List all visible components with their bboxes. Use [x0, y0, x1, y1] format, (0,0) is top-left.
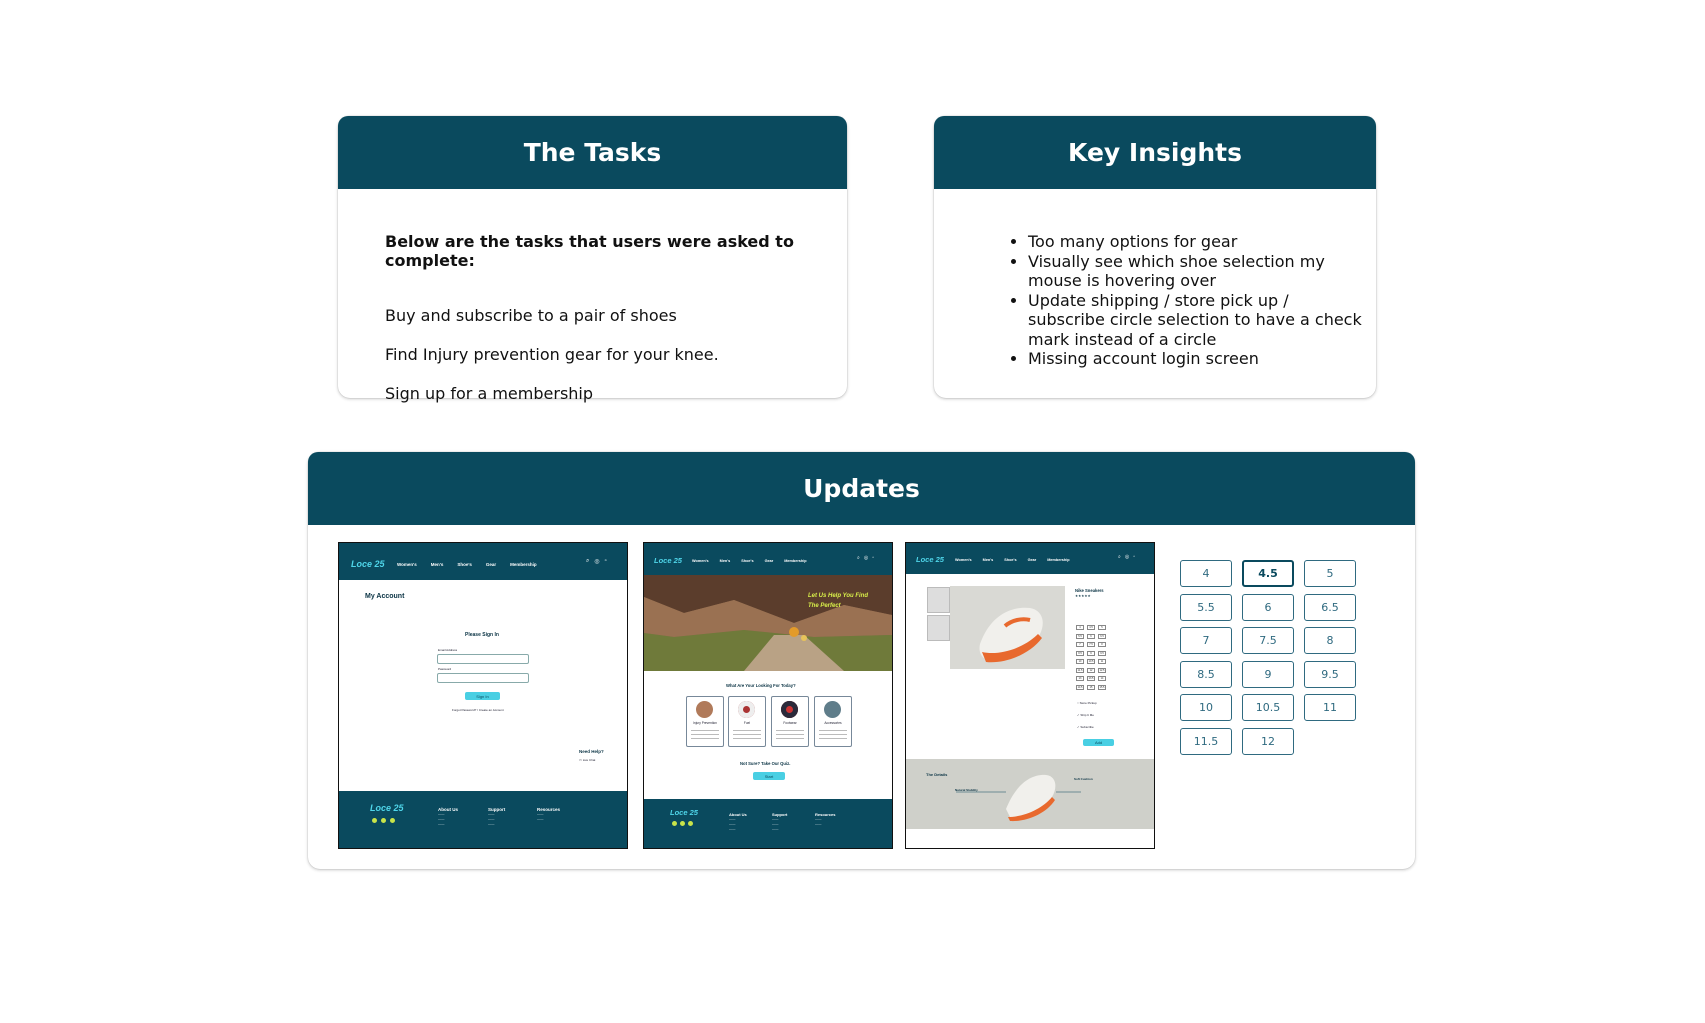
email-label: Email Address [438, 648, 458, 652]
mock-nav-links [397, 562, 537, 567]
quiz-button: Start [753, 772, 785, 780]
mock-nav-link: Women's [397, 562, 417, 567]
product-name: Nike Sneakers [1075, 588, 1104, 593]
mini-size-option: 11.5 [1077, 668, 1083, 672]
mock-nav [906, 543, 1154, 574]
category-image [781, 701, 798, 718]
social-icon [672, 821, 677, 826]
size-option[interactable]: 7.5 [1242, 627, 1294, 654]
mock-nav-link: Men's [719, 559, 731, 563]
category-image [738, 701, 755, 718]
size-option[interactable]: 11 [1304, 694, 1356, 721]
mock-nav-link: Women's [692, 559, 709, 563]
footer-resources: Resources —— —— [815, 812, 836, 826]
mini-size-option: 7.5 [1087, 642, 1095, 647]
login-mockup [338, 542, 628, 849]
updates-title: Updates [308, 452, 1415, 525]
live-chat [579, 758, 595, 762]
tasks-card [338, 116, 847, 403]
size-option[interactable]: 8 [1304, 627, 1356, 654]
mock-logo: Loce 25 [351, 559, 385, 569]
mock-nav [339, 543, 627, 580]
mini-size-option: 4 [1076, 625, 1084, 630]
thumb-image [927, 587, 950, 613]
add-button: Add [1083, 739, 1114, 746]
mock-nav-link: Shoe's [741, 559, 754, 563]
mock-footer [339, 791, 627, 848]
mini-size-option: 13.5 [1088, 677, 1094, 680]
mini-size-option: 12 [1087, 668, 1095, 673]
account-title: My Account [365, 593, 405, 600]
footer-resources: Resources —— —— [537, 807, 561, 821]
mock-nav-links [955, 558, 1070, 562]
social-icons [372, 818, 395, 823]
footer-resources-label: Resources [815, 812, 836, 817]
mini-size-option: 14 [1098, 676, 1106, 681]
mock-nav-link: Men's [982, 558, 994, 562]
gear-mockup [643, 542, 893, 849]
mini-size-option: 10 [1076, 659, 1084, 664]
footer-about-label: About Us [438, 807, 458, 812]
user-icon: ◎ [1124, 554, 1130, 560]
details-title: The Details [926, 772, 948, 777]
bag-icon: ▫ [872, 555, 874, 561]
insights-card [934, 116, 1376, 398]
footer-resources-label: Resources [537, 807, 561, 812]
footer-support-label: Support [488, 807, 506, 812]
mini-size-option: 12.5 [1099, 668, 1105, 672]
quiz-question: What Are Your Looking For Today? [726, 683, 796, 688]
details-banner [906, 759, 1154, 829]
mini-size-option: 5.5 [1076, 634, 1084, 639]
category-label: Injury Prevention [693, 721, 717, 725]
footer-support: Support —— —— —— [772, 812, 788, 831]
rating-stars: ★★★★★ [1075, 594, 1091, 598]
mock-nav-link: Membership [784, 559, 807, 563]
task-item: Sign up for a membership [385, 384, 594, 403]
size-option[interactable]: 10.5 [1242, 694, 1294, 721]
password-label: Password [438, 667, 452, 671]
mini-size-option: 15 [1087, 685, 1095, 690]
signin-title: Please Sign In [465, 632, 499, 638]
bag-icon: ▫ [604, 558, 607, 564]
mini-size-option: 8.5 [1076, 651, 1084, 656]
category-image [824, 701, 841, 718]
search-icon: ⌕ [857, 555, 860, 561]
mini-size-option: 5 [1098, 625, 1106, 630]
chat-icon: ▭ [579, 758, 582, 762]
product-image [950, 586, 1065, 669]
size-option[interactable]: 5.5 [1180, 594, 1232, 621]
mock-nav-link: Shoe's [457, 562, 472, 567]
mini-size-option: 8 [1098, 642, 1106, 647]
mini-size-option: 9.5 [1098, 651, 1106, 656]
mock-nav [644, 543, 892, 575]
details-left: Natural Stability [955, 788, 978, 792]
size-option[interactable]: 6.5 [1304, 594, 1356, 621]
insights-title: Key Insights [934, 116, 1376, 189]
option-row [1077, 701, 1097, 705]
mock-nav-link: Gear [1027, 558, 1037, 562]
hero-text: Let Us Help You Find The Perfect [808, 593, 869, 609]
category-card [686, 696, 724, 747]
social-icon [381, 818, 386, 823]
account-links: Forgot Password? / Create an Account [452, 708, 504, 712]
size-option[interactable]: 4.5 [1242, 560, 1294, 587]
size-option[interactable]: 9.5 [1304, 661, 1356, 688]
mini-size-option: 6 [1087, 634, 1095, 639]
option-row [1077, 725, 1094, 729]
live-chat-label: Live Chat [582, 758, 596, 762]
details-right: Soft Cushion [1074, 777, 1093, 781]
tasks-body [385, 232, 847, 423]
signin-button: Sign In [465, 692, 500, 700]
tasks-title: The Tasks [338, 116, 847, 189]
category-label: Fuel [743, 721, 751, 725]
insight-item: • Update shipping / store pick up / subscribe circle selection to have a check mark instead of a circle [1028, 291, 1368, 350]
footer-support: Support —— —— —— [488, 807, 506, 826]
search-icon: ⌕ [586, 558, 590, 564]
password-field [437, 673, 529, 683]
size-option[interactable]: 9 [1242, 661, 1294, 688]
search-icon: ⌕ [1118, 554, 1121, 560]
mock-nav-link: Women's [955, 558, 972, 562]
mock-nav-link: Gear [764, 559, 774, 563]
bag-icon: ▫ [1133, 554, 1135, 560]
footer-about: About Us —— —— —— [729, 812, 747, 831]
mini-size-option: 14.5 [1077, 685, 1083, 689]
category-label: Accessories [824, 721, 842, 725]
insight-item: • Visually see which shoe selection my mouse is hovering over [1028, 252, 1368, 291]
size-option[interactable]: 12 [1242, 728, 1294, 755]
mock-nav-icons [857, 555, 874, 561]
category-label: Footwear [783, 721, 797, 725]
check-icon: ✓ [1077, 725, 1080, 729]
need-help: Need Help? [579, 749, 604, 754]
social-icon [688, 821, 693, 826]
mini-size-option: 13 [1076, 676, 1084, 681]
check-icon: ✓ [1077, 713, 1080, 717]
user-icon: ◎ [594, 559, 600, 565]
mini-size-option: 11 [1098, 659, 1106, 664]
category-card [728, 696, 766, 747]
category-card [814, 696, 852, 747]
option-label: Subscribe [1080, 725, 1094, 729]
task-item: Buy and subscribe to a pair of shoes [385, 306, 677, 325]
social-icon [372, 818, 377, 823]
insight-item: • Missing account login screen [1028, 349, 1368, 369]
product-mockup [905, 542, 1155, 849]
insights-list [1008, 232, 1368, 369]
mock-nav-link: Membership [510, 562, 537, 567]
mock-footer [644, 799, 892, 848]
circle-icon: ○ [1077, 701, 1079, 705]
thumb-image [927, 615, 950, 641]
tasks-lead: Below are the tasks that users were asked to complete: [385, 232, 794, 270]
size-option[interactable]: 4 [1180, 560, 1232, 587]
mock-nav-icons [1118, 554, 1135, 560]
social-icon [680, 821, 685, 826]
social-icon [390, 818, 395, 823]
mock-logo: Loce 25 [654, 556, 682, 565]
user-icon: ◎ [863, 555, 869, 561]
mock-nav-link: Men's [430, 562, 444, 567]
mock-logo: Loce 25 [916, 555, 944, 564]
email-field [437, 654, 529, 664]
mini-size-option: 9 [1087, 651, 1095, 656]
footer-about: About Us —— —— —— [438, 807, 458, 826]
size-option[interactable]: 7 [1180, 627, 1232, 654]
footer-about-label: About Us [729, 812, 747, 817]
size-option[interactable]: 8.5 [1180, 661, 1232, 688]
social-icons [672, 821, 693, 826]
task-item: Find Injury prevention gear for your knee. [385, 345, 719, 364]
mini-size-option: 7 [1076, 642, 1084, 647]
size-option[interactable]: 5 [1304, 560, 1356, 587]
option-label: Store Pickup [1079, 701, 1097, 705]
category-card [771, 696, 809, 747]
size-option[interactable]: 11.5 [1180, 728, 1232, 755]
footer-logo: Loce 25 [670, 808, 698, 817]
not-sure-text: Not Sure? Take Our Quiz. [740, 761, 791, 766]
mini-size-option: 10.5 [1088, 660, 1094, 663]
hero-image [644, 575, 892, 671]
footer-support-label: Support [772, 812, 788, 817]
mini-size-option: 6.5 [1098, 634, 1106, 639]
footer-logo: Loce 25 [370, 803, 404, 813]
size-option[interactable]: 10 [1180, 694, 1232, 721]
option-label: Ship It Me [1080, 713, 1094, 717]
mini-size-option: 4.5 [1087, 625, 1095, 630]
mock-nav-icons [586, 558, 607, 565]
mock-nav-links [692, 559, 807, 563]
size-option[interactable]: 6 [1242, 594, 1294, 621]
mock-nav-link: Gear [485, 562, 497, 567]
option-row [1077, 713, 1094, 717]
mock-nav-link: Membership [1047, 558, 1070, 562]
category-image [696, 701, 713, 718]
insight-item: • Too many options for gear [1028, 232, 1368, 252]
mock-nav-link: Shoe's [1004, 558, 1017, 562]
mini-size-option: 15.5 [1099, 685, 1105, 689]
